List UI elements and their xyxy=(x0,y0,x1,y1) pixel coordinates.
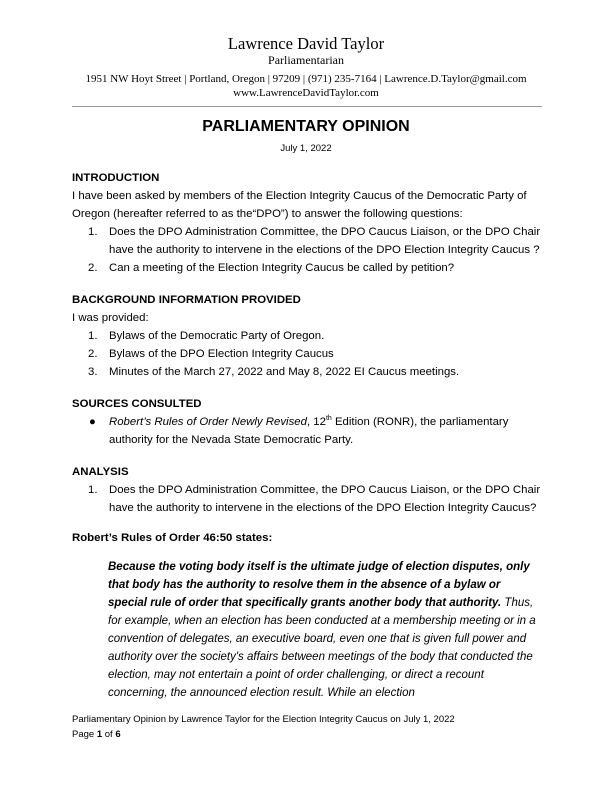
sources-section xyxy=(72,395,542,449)
sources-list xyxy=(72,413,542,449)
page-footer xyxy=(72,712,542,742)
letterhead-website: www.LawrenceDavidTaylor.com xyxy=(233,87,379,99)
list-number: 1. xyxy=(88,226,98,238)
list-item xyxy=(72,259,542,277)
list-item-text: Minutes of the March 27, 2022 and May 8, 2022 EI Caucus meetings. xyxy=(109,366,460,378)
source-edition-suffix: th xyxy=(325,415,332,423)
document-date: July 1, 2022 xyxy=(280,143,332,154)
page-current: 1 xyxy=(96,729,103,740)
source-description: Edition (RONR), the parliamentary authority for the Nevada State Democratic Party. xyxy=(109,416,509,446)
quote-bold-text: Because the voting body itself is the ultimate judge of election disputes, only that body has the authority to resolve them in the absence of a bylaw or special rule of order that specifically grants another body that authority. xyxy=(108,561,530,610)
questions-list xyxy=(72,223,542,277)
letterhead-role: Parliamentarian xyxy=(268,53,344,67)
sources-heading: SOURCES CONSULTED xyxy=(72,398,202,410)
block-quote xyxy=(72,558,542,702)
footer-text: Parliamentary Opinion by Lawrence Taylor for the Election Integrity Caucus on July 1, 2022 xyxy=(72,714,455,725)
list-item xyxy=(72,223,542,259)
background-heading: BACKGROUND INFORMATION PROVIDED xyxy=(72,294,301,306)
introduction-heading: INTRODUCTION xyxy=(72,172,160,184)
list-number: 1. xyxy=(88,484,98,496)
source-book-title: Robert’s Rules of Order Newly Revised xyxy=(109,416,307,428)
background-list xyxy=(72,327,542,381)
list-number: 1. xyxy=(88,330,98,342)
list-item-text: Can a meeting of the Election Integrity Caucus be called by petition? xyxy=(109,262,455,274)
list-item xyxy=(72,327,542,345)
analysis-list xyxy=(72,481,542,517)
document-body xyxy=(72,169,542,702)
bullet-icon: ● xyxy=(89,416,96,428)
page-number xyxy=(72,727,542,742)
list-number: 2. xyxy=(88,262,98,274)
list-item xyxy=(72,481,542,517)
introduction-section xyxy=(72,169,542,277)
analysis-heading: ANALYSIS xyxy=(72,466,129,478)
quote-text: Thus, for example, when an election has been conducted at a membership meeting or in a convention of delegates, an executive board, even one that is given full power and authority over the society's affairs between meetings of the body that conducted the election, may not entertain a point of order challenging, or direct a recount concerning, the announced election result. While an election xyxy=(108,597,536,700)
list-item-text: Bylaws of the Democratic Party of Oregon. xyxy=(109,330,325,342)
document-title: PARLIAMENTARY OPINION xyxy=(202,118,410,135)
list-item-text: Bylaws of the DPO Election Integrity Caucus xyxy=(109,348,334,360)
list-item-text: Does the DPO Administration Committee, the DPO Caucus Liaison, or the DPO Chair have the authority to intervene in the elections of the DPO Election Integrity Caucus? xyxy=(109,484,541,514)
introduction-text: I have been asked by members of the Election Integrity Caucus of the Democratic Party of Oregon (hereafter referred to as the“DPO”) to answer the following questions: xyxy=(72,190,527,220)
background-text: I was provided: xyxy=(72,312,149,324)
list-number: 2. xyxy=(88,348,98,360)
source-edition: , 12 xyxy=(306,416,326,428)
list-item-text: Does the DPO Administration Committee, the DPO Caucus Liaison, or the DPO Chair have the authority to intervene in the elections of the DPO Election Integrity Caucus ? xyxy=(109,226,541,256)
list-item xyxy=(72,363,542,381)
rules-heading: Robert’s Rules of Order 46:50 states: xyxy=(72,532,273,544)
list-item xyxy=(72,413,542,449)
letterhead-address: 1951 NW Hoyt Street | Portland, Oregon | 97209 | (971) 235-7164 | Lawrence.D.Taylor@gmail.com xyxy=(85,73,527,85)
source-text xyxy=(109,416,508,446)
background-section xyxy=(72,291,542,381)
list-item xyxy=(72,345,542,363)
analysis-section xyxy=(72,463,542,517)
page-of: of xyxy=(102,729,116,740)
page-total: 6 xyxy=(115,729,121,740)
list-number: 3. xyxy=(88,366,98,378)
header-divider xyxy=(72,106,542,107)
page-label: Page xyxy=(72,729,97,740)
letterhead-name: Lawrence David Taylor xyxy=(227,34,385,53)
